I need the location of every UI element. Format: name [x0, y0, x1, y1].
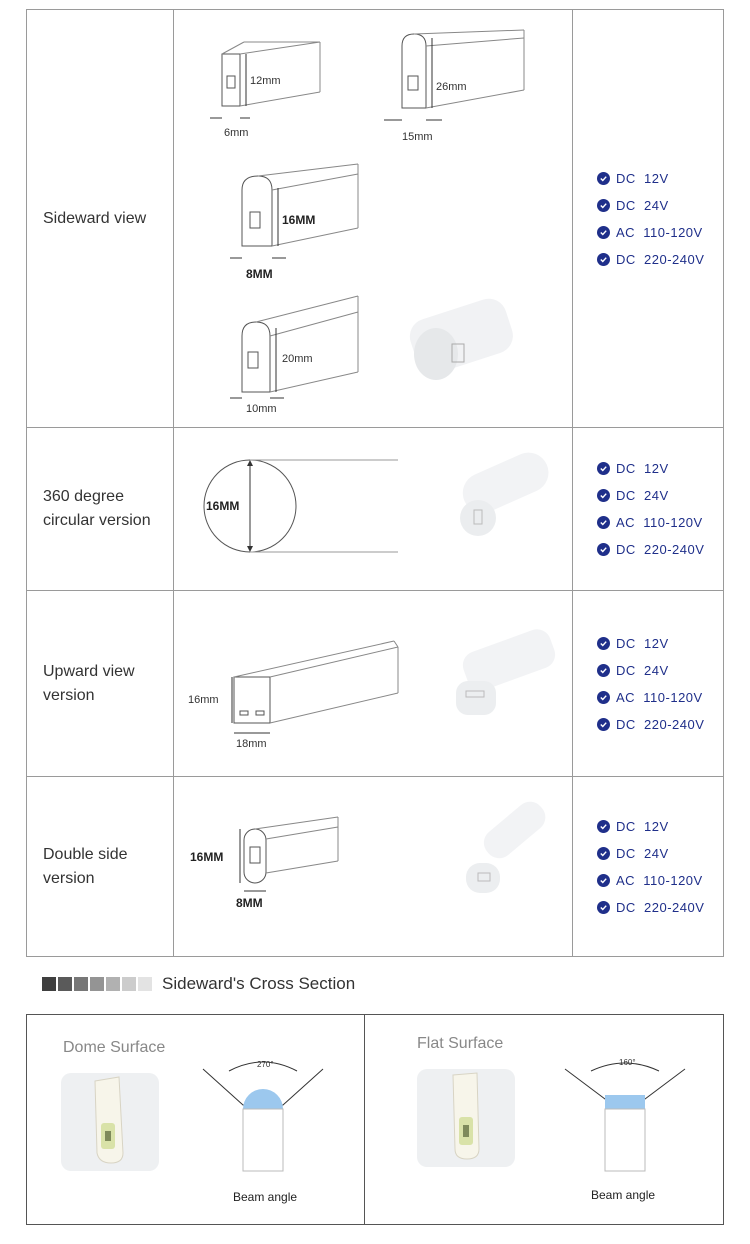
gradient-square — [74, 977, 88, 991]
row-name-cell — [27, 10, 174, 427]
voltage-item: AC 110-120V — [597, 867, 723, 894]
beam-angle-label: Beam angle — [233, 1190, 298, 1204]
dome-beam-diagram — [199, 1051, 329, 1181]
row-name-cell — [27, 777, 174, 956]
surface-comparison — [26, 1014, 724, 1225]
upward-profile-drawing — [184, 637, 404, 757]
voltage-item: DC 24V — [597, 657, 723, 684]
voltage-item: DC 12V — [597, 165, 723, 192]
dim-width-label: 8MM — [246, 267, 273, 281]
dim-height-label: 26mm — [436, 81, 467, 93]
double-side-profile-drawing — [188, 813, 348, 923]
dim-width-label: 8MM — [236, 896, 263, 910]
voltage-cell — [573, 10, 723, 427]
beam-angle-label: Beam angle — [591, 1188, 656, 1202]
voltage-item: AC 110-120V — [597, 219, 723, 246]
drawing-cell — [174, 428, 573, 590]
dim-height-label: 16MM — [282, 213, 316, 227]
profile-8x16-drawing — [202, 162, 362, 281]
check-circle-icon — [597, 637, 610, 650]
check-circle-icon — [597, 664, 610, 677]
dim-height-label: 16mm — [188, 694, 219, 706]
voltage-item: DC 220-240V — [597, 536, 723, 563]
row-name: Upward view version — [43, 662, 135, 704]
check-circle-icon — [597, 901, 610, 914]
voltage-item: DC 220-240V — [597, 711, 723, 738]
check-circle-icon — [597, 172, 610, 185]
gradient-square — [122, 977, 136, 991]
spec-row-sideward — [27, 10, 723, 428]
check-circle-icon — [597, 820, 610, 833]
check-circle-icon — [597, 847, 610, 860]
check-circle-icon — [597, 543, 610, 556]
gradient-square — [42, 977, 56, 991]
gradient-square — [106, 977, 120, 991]
voltage-item: DC 12V — [597, 630, 723, 657]
section-title: Sideward's Cross Section — [162, 974, 356, 993]
voltage-item: AC 110-120V — [597, 509, 723, 536]
dome-strip-photo — [61, 1073, 159, 1171]
row-name: Sideward view — [43, 209, 147, 227]
drawing-cell — [174, 777, 573, 956]
dim-width-label: 18mm — [236, 738, 267, 750]
strip-photo-image — [61, 1073, 159, 1171]
spec-row-upward — [27, 591, 723, 777]
spec-table — [26, 9, 724, 957]
check-circle-icon — [597, 199, 610, 212]
check-circle-icon — [597, 462, 610, 475]
gradient-square — [90, 977, 104, 991]
gradient-square — [138, 977, 152, 991]
row-name: 360 degree circular version — [43, 488, 151, 529]
voltage-item: DC 24V — [597, 192, 723, 219]
surface-title: Flat Surface — [417, 1035, 504, 1052]
row-name: Double side version — [43, 845, 128, 887]
check-circle-icon — [597, 718, 610, 731]
row-name-cell — [27, 428, 174, 590]
voltage-item: DC 24V — [597, 840, 723, 867]
profile-6x12-drawing — [202, 40, 332, 150]
spec-row-double-side — [27, 777, 723, 956]
voltage-item: DC 12V — [597, 455, 723, 482]
dim-width-label: 10mm — [246, 403, 277, 415]
voltage-cell — [573, 428, 723, 590]
gradient-square — [58, 977, 72, 991]
strip-render-image — [436, 458, 556, 548]
voltage-item: DC 24V — [597, 482, 723, 509]
voltage-item: DC 220-240V — [597, 246, 723, 273]
check-circle-icon — [597, 691, 610, 704]
strip-render-image — [444, 807, 554, 907]
flat-beam-diagram — [561, 1051, 691, 1181]
voltage-cell — [573, 777, 723, 956]
strip-render-image — [402, 298, 522, 388]
beam-angle-value: 270° — [257, 1060, 274, 1069]
check-circle-icon — [597, 516, 610, 529]
spec-row-circular — [27, 428, 723, 591]
profile-10x20-drawing — [202, 294, 362, 415]
dim-height-label: 12mm — [250, 75, 281, 87]
row-name-cell — [27, 591, 174, 776]
drawing-cell — [174, 10, 573, 427]
flat-strip-photo — [417, 1069, 515, 1167]
surface-title: Dome Surface — [63, 1039, 166, 1056]
flat-surface-panel — [364, 1015, 723, 1224]
voltage-cell — [573, 591, 723, 776]
check-circle-icon — [597, 253, 610, 266]
voltage-item: DC 220-240V — [597, 894, 723, 921]
profile-15x26-drawing — [378, 28, 538, 143]
check-circle-icon — [597, 489, 610, 502]
circular-profile-drawing — [202, 452, 402, 572]
dim-height-label: 16MM — [190, 850, 224, 864]
drawing-cell — [174, 591, 573, 776]
dome-surface-panel — [27, 1015, 364, 1224]
dim-height-label: 20mm — [282, 353, 313, 365]
voltage-item: AC 110-120V — [597, 684, 723, 711]
voltage-item: DC 12V — [597, 813, 723, 840]
dim-width-label: 15mm — [402, 131, 433, 143]
strip-photo-image — [417, 1069, 515, 1167]
dim-diameter-label: 16MM — [206, 499, 240, 513]
check-circle-icon — [597, 226, 610, 239]
section-heading — [42, 974, 355, 994]
strip-render-image — [436, 631, 556, 721]
check-circle-icon — [597, 874, 610, 887]
beam-angle-value: 160° — [619, 1058, 636, 1067]
dim-width-label: 6mm — [224, 127, 249, 139]
gradient-squares-icon — [42, 977, 152, 991]
